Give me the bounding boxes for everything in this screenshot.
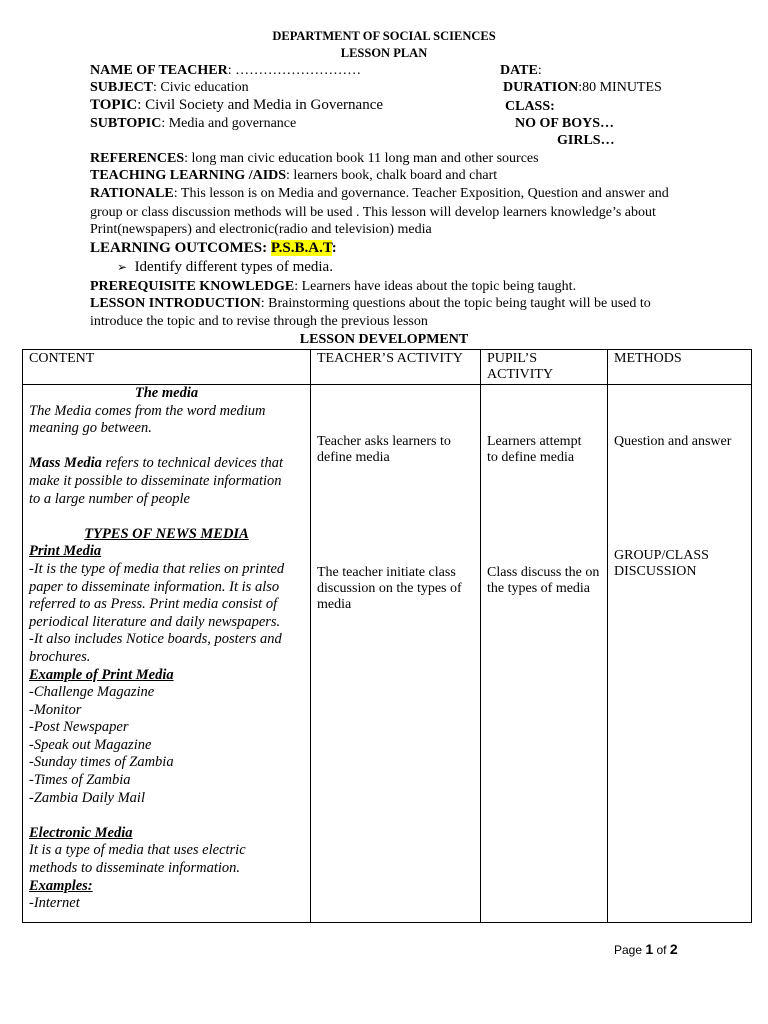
mass-media-line-3: to a large number of people <box>29 490 190 507</box>
electronic-media-heading: Electronic Media <box>29 824 133 841</box>
mass-media-text-1: refers to technical devices that <box>101 455 283 472</box>
rationale-text-1: : This lesson is on Media and governance. Teacher Exposition, Question and answer and <box>173 186 669 201</box>
document-title: LESSON PLAN <box>340 46 428 60</box>
boys-label: NO OF BOYS… <box>515 116 615 131</box>
girls-label: GIRLS… <box>557 133 615 148</box>
current-page: 1 <box>645 941 654 957</box>
media-heading: The media <box>134 385 199 401</box>
pupil-activity-2: Class discuss the on the types of media <box>487 565 600 596</box>
pupil-header-line-2: ACTIVITY <box>487 367 554 382</box>
electronic-example-item: -Internet <box>29 895 80 912</box>
date-value: : <box>537 63 542 78</box>
rationale-label: RATIONALE <box>90 186 174 201</box>
development-title: LESSON DEVELOPMENT <box>299 332 469 347</box>
print-examples-heading: Example of Print Media <box>29 666 174 683</box>
introduction-line-1 <box>90 295 651 312</box>
pupil-activity-cell <box>481 385 608 923</box>
boys-field <box>515 115 614 132</box>
header-content: CONTENT <box>23 350 311 385</box>
method-2: GROUP/CLASS DISCUSSION <box>614 548 709 579</box>
rationale-line-3: Print(newspapers) and electronic(radio and television) media <box>90 222 432 237</box>
rationale-line-1 <box>90 185 669 202</box>
teacher-activity-1: Teacher asks learners to define media <box>317 434 451 465</box>
table-header-row <box>23 350 752 385</box>
pupil-header-line-1: PUPIL’S <box>487 351 538 366</box>
methods-cell <box>608 385 752 923</box>
print-example-item: -Speak out Magazine <box>29 736 152 753</box>
topic-field <box>90 97 383 114</box>
prerequisite-text: : Learners have ideas about the topic being taught. <box>294 279 577 294</box>
department-title: DEPARTMENT OF SOCIAL SCIENCES <box>272 29 496 43</box>
total-pages: 2 <box>669 941 678 957</box>
subject-label: SUBJECT <box>90 80 154 95</box>
header-methods: METHODS <box>608 350 752 385</box>
arrow-bullet-icon: ➢ <box>117 260 128 274</box>
content-cell <box>23 385 311 923</box>
teacher-field <box>90 62 361 79</box>
print-example-item: -Zambia Daily Mail <box>29 789 145 806</box>
psbat-highlight: P.S.B.A.T <box>270 240 332 256</box>
teacher-activity-cell <box>311 385 481 923</box>
references-field <box>90 150 539 167</box>
aids-field <box>90 167 497 184</box>
electronic-line-1: It is a type of media that uses electric <box>29 842 246 859</box>
print-line-1: -It is the type of media that relies on printed <box>29 560 285 577</box>
rationale-line-2: group or class discussion methods will be used . This lesson will develop learners knowledge’s about <box>90 205 656 220</box>
types-heading: TYPES OF NEWS MEDIA <box>84 525 249 542</box>
duration-field <box>503 79 662 96</box>
print-example-item: -Sunday times of Zambia <box>29 754 174 771</box>
outcome-item <box>117 259 333 276</box>
outcomes-colon: : <box>331 240 337 256</box>
subject-value: : Civic education <box>153 80 249 95</box>
introduction-text-1: : Brainstorming questions about the topic being taught will be used to <box>260 296 651 311</box>
print-line-3: referred to as Press. Print media consist of <box>29 596 278 613</box>
girls-field <box>557 132 615 149</box>
class-label: CLASS: <box>505 99 555 114</box>
subject-field <box>90 79 249 96</box>
table-body-row <box>23 385 752 923</box>
pupil-activity-1: Learners attempt to define media <box>487 434 582 465</box>
print-example-item: -Challenge Magazine <box>29 684 155 701</box>
topic-label: TOPIC <box>90 97 138 113</box>
print-line-4: periodical literature and daily newspapers. <box>29 613 281 630</box>
teacher-value: : ……………………… <box>227 63 362 78</box>
electronic-line-2: methods to disseminate information. <box>29 860 241 877</box>
method-1: Question and answer <box>614 434 732 449</box>
print-example-item: -Times of Zambia <box>29 772 131 789</box>
prerequisite-field <box>90 278 576 295</box>
aids-text: : learners book, chalk board and chart <box>286 168 498 183</box>
electronic-examples-heading: Examples: <box>29 877 93 894</box>
class-field <box>505 98 555 115</box>
references-label: REFERENCES <box>90 151 185 166</box>
page-number: Page 1 of 2 <box>614 941 678 957</box>
teacher-activity-2: The teacher initiate class discussion on the types of media <box>317 565 462 612</box>
outcomes-heading <box>90 240 337 257</box>
duration-label: DURATION <box>503 80 579 95</box>
references-text: : long man civic education book 11 long man and other sources <box>184 151 539 166</box>
date-field <box>500 62 542 79</box>
aids-label: TEACHING LEARNING /AIDS <box>90 168 287 183</box>
print-line-2: paper to disseminate information. It is also <box>29 578 280 595</box>
print-example-item: -Monitor <box>29 701 82 718</box>
header-teacher-activity: TEACHER’S ACTIVITY <box>311 350 481 385</box>
outcomes-label: LEARNING OUTCOMES: <box>90 240 271 256</box>
duration-value: :80 MINUTES <box>578 80 662 95</box>
print-media-heading: Print Media <box>29 543 102 560</box>
lesson-development-table <box>22 349 752 923</box>
introduction-label: LESSON INTRODUCTION <box>90 296 261 311</box>
subtopic-label: SUBTOPIC <box>90 116 162 131</box>
print-example-item: -Post Newspaper <box>29 719 129 736</box>
media-def-line-2: meaning go between. <box>29 420 152 437</box>
mass-media-line-2: make it possible to disseminate information <box>29 472 282 489</box>
media-def-line-1: The Media comes from the word medium <box>29 402 266 419</box>
header-pupil-activity <box>481 350 608 385</box>
print-line-5: -It also includes Notice boards, posters and <box>29 631 282 648</box>
introduction-line-2: introduce the topic and to revise through the previous lesson <box>90 314 428 329</box>
subtopic-field <box>90 115 296 132</box>
mass-media-term: Mass Media <box>29 455 102 472</box>
mass-media-line-1 <box>29 455 304 473</box>
subtopic-value: : Media and governance <box>161 116 297 131</box>
date-label: DATE <box>500 63 538 78</box>
topic-value: : Civil Society and Media in Governance <box>137 97 384 113</box>
teacher-label: NAME OF TEACHER <box>90 63 228 78</box>
print-line-6: brochures. <box>29 648 91 665</box>
outcome-text: Identify different types of media. <box>134 259 333 275</box>
prerequisite-label: PREREQUISITE KNOWLEDGE <box>90 279 295 294</box>
